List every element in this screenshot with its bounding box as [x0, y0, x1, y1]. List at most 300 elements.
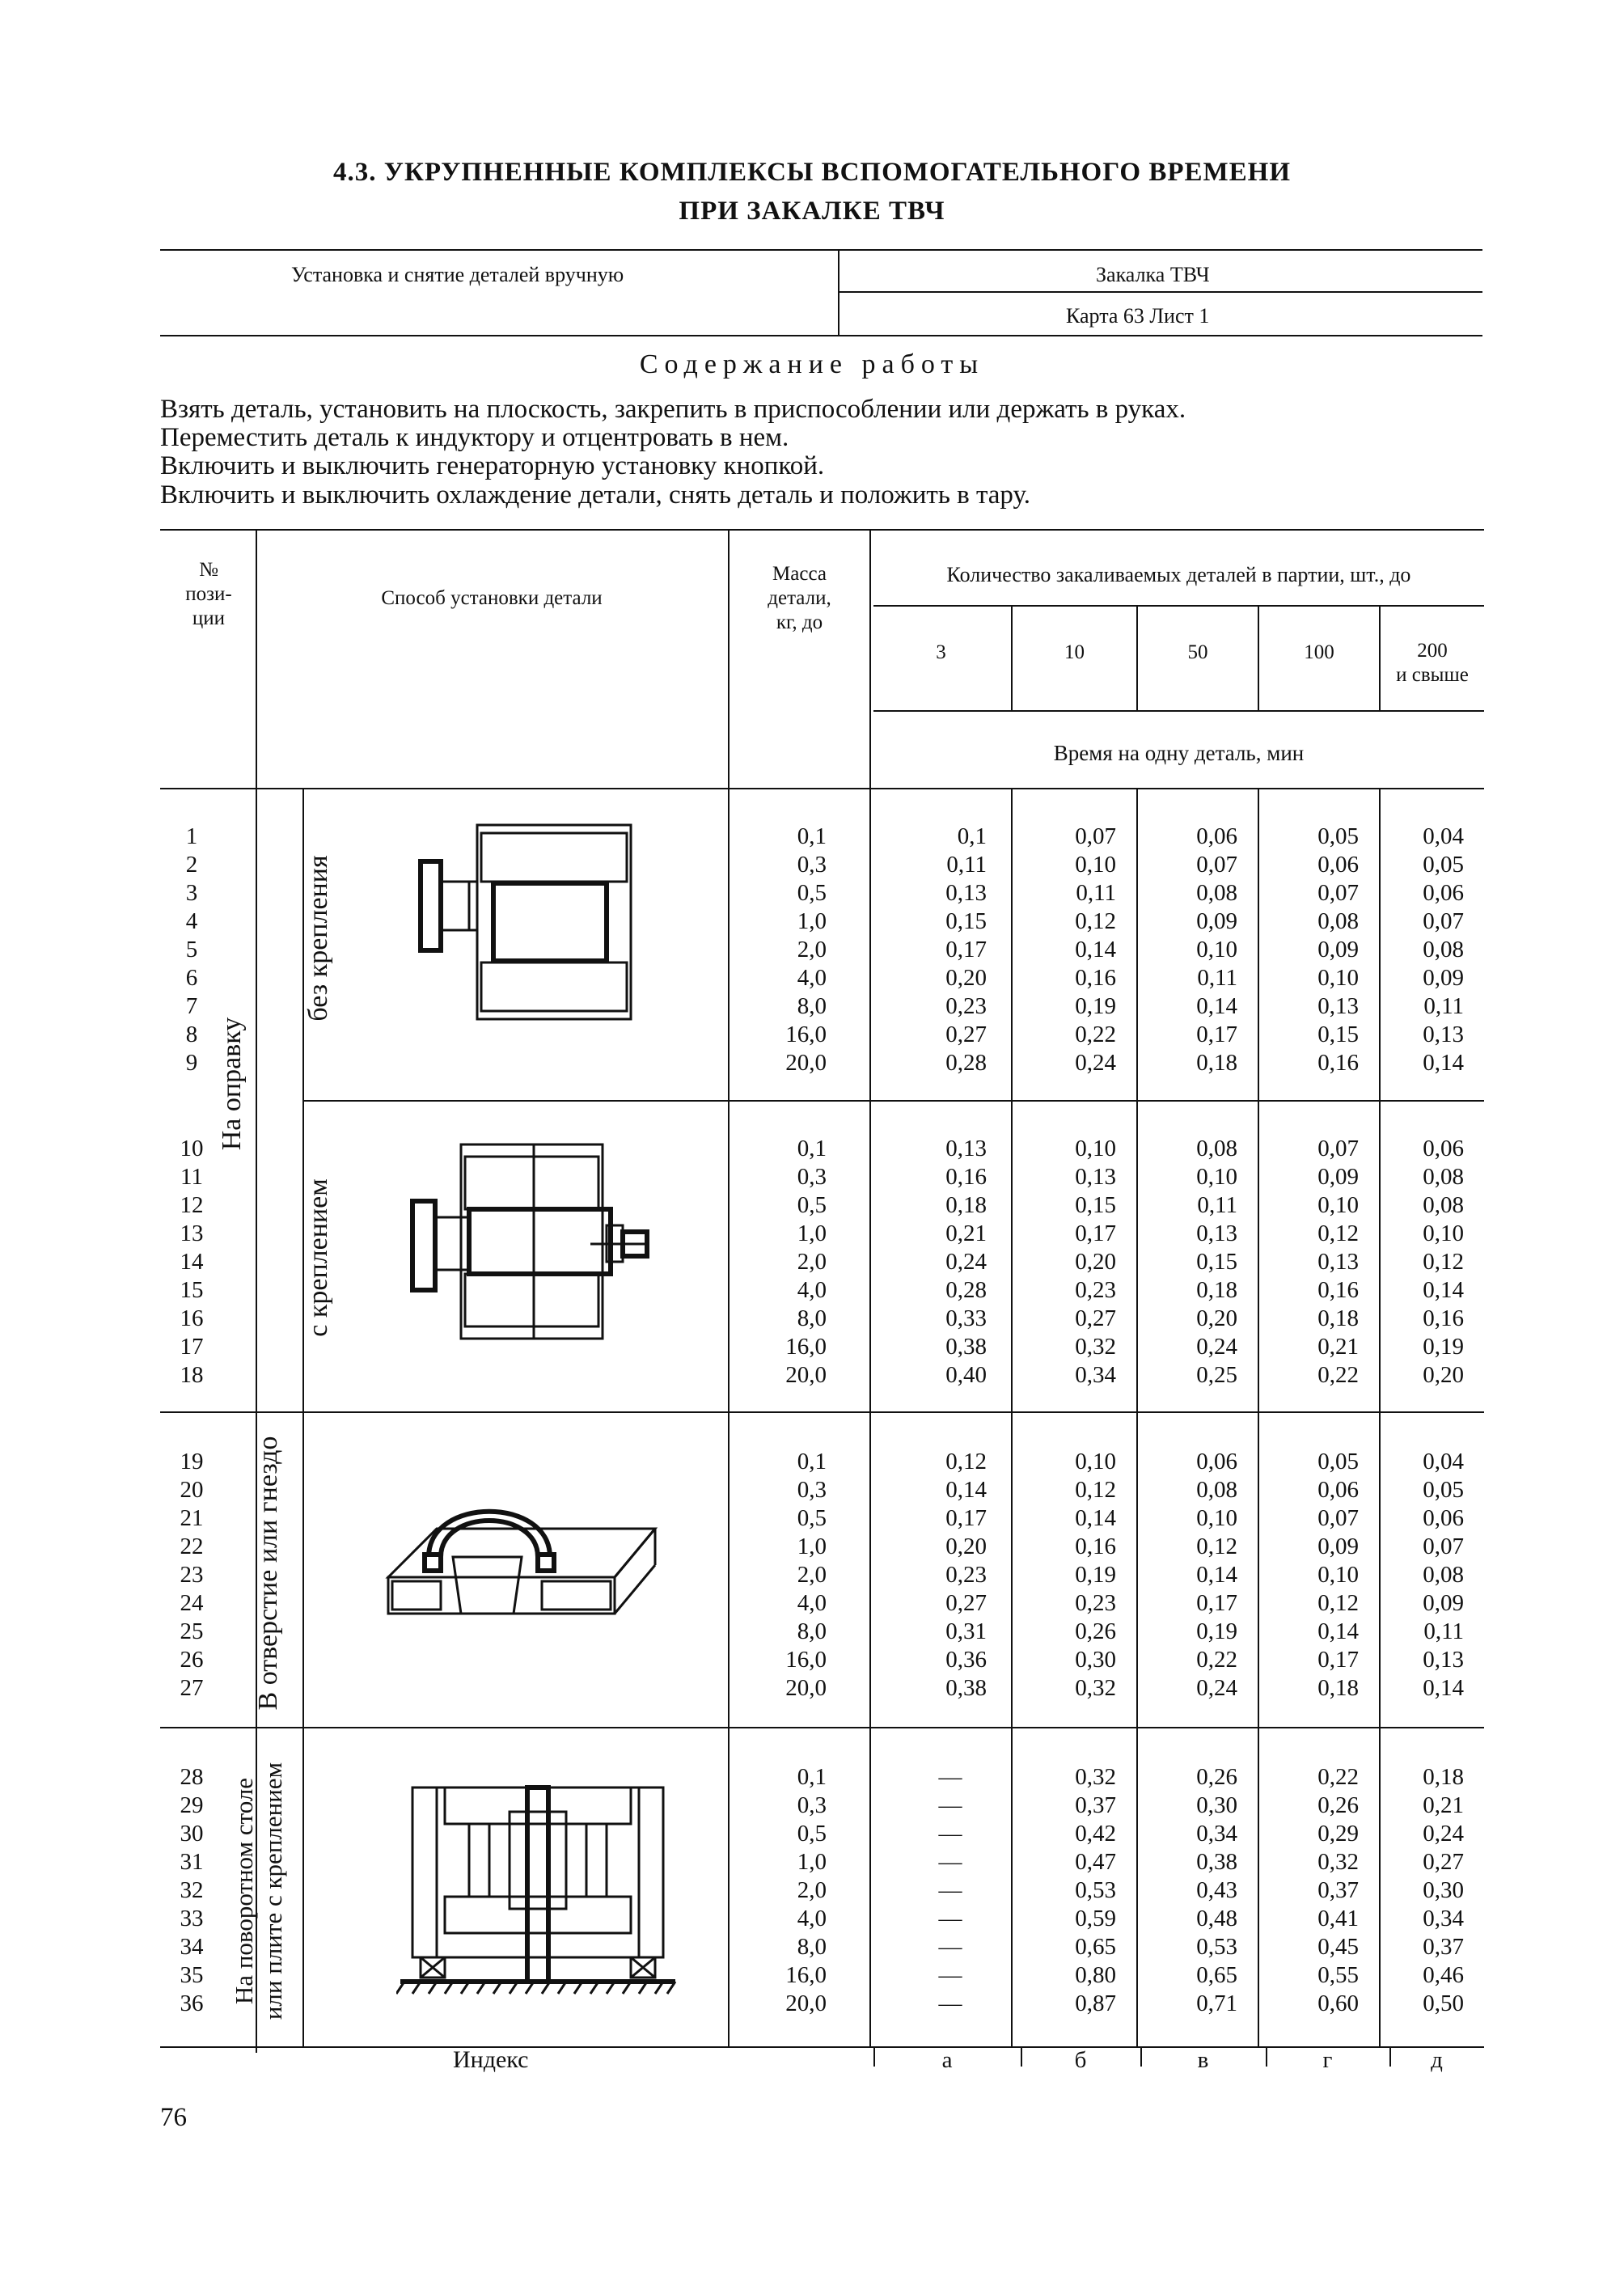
table-cell: 19 — [180, 1449, 204, 1474]
table-cell: 0,18 — [1317, 1305, 1359, 1331]
table-cell: — — [938, 1792, 962, 1818]
position-column — [160, 1763, 223, 2018]
table-cell: 0,71 — [1196, 1991, 1237, 2016]
table-cell: 0,3 — [797, 1477, 827, 1503]
table-cell: 7 — [185, 993, 198, 1019]
table-cell: 0,37 — [1317, 1877, 1359, 1903]
table-cell: — — [938, 1962, 962, 1988]
table-cell: 16,0 — [785, 1022, 827, 1047]
table-cell: 1,0 — [797, 1534, 827, 1559]
table-cell: 8,0 — [797, 993, 827, 1019]
time-column-200 — [1391, 1763, 1464, 2018]
table-cell: 22 — [180, 1534, 204, 1559]
table-cell: 0,27 — [945, 1022, 987, 1047]
table-cell: 4 — [185, 908, 198, 934]
col-header-position-line: пози- — [185, 583, 232, 605]
table-cell: 0,53 — [1075, 1877, 1116, 1903]
qty-col-100: 100 — [1304, 641, 1334, 663]
table-cell: 26 — [180, 1647, 204, 1673]
col-header-position — [162, 558, 256, 631]
table-cell: 8,0 — [797, 1305, 827, 1331]
table-cell: 0,1 — [797, 823, 827, 849]
table-cell: 0,30 — [1075, 1647, 1116, 1673]
table-cell: 0,14 — [1075, 937, 1116, 962]
col-rule-mass — [869, 529, 871, 2046]
table-cell: 0,10 — [1317, 1562, 1359, 1588]
table-cell: 0,80 — [1075, 1962, 1116, 1988]
table-cell: 0,05 — [1423, 852, 1464, 878]
table-cell: 0,07 — [1423, 908, 1464, 934]
table-cell: 0,20 — [1423, 1362, 1464, 1388]
table-cell: 2,0 — [797, 1249, 827, 1275]
table-cell: 0,18 — [1196, 1050, 1237, 1076]
table-cell: 32 — [180, 1877, 204, 1903]
card-sheet: Карта 63 Лист 1 — [1066, 304, 1210, 328]
table-cell: 0,19 — [1196, 1618, 1237, 1644]
card-top-rule — [160, 249, 1482, 251]
table-cell: 0,11 — [1423, 1618, 1464, 1644]
table-cell: 0,11 — [1423, 993, 1464, 1019]
table-cell: 0,13 — [1075, 1164, 1116, 1190]
table-cell: 0,04 — [1423, 823, 1464, 849]
table-cell: 0,1 — [797, 1136, 827, 1161]
table-cell: 5 — [185, 937, 198, 962]
table-cell: 0,14 — [1196, 1562, 1237, 1588]
table-cell: 0,17 — [1196, 1022, 1237, 1047]
table-cell: 0,17 — [945, 1505, 987, 1531]
col-rule-q1b — [1011, 788, 1013, 2046]
table-cell: 0,36 — [945, 1647, 987, 1673]
table-cell: 0,24 — [1196, 1334, 1237, 1360]
table-cell: 0,3 — [797, 1164, 827, 1190]
table-cell: 0,19 — [1423, 1334, 1464, 1360]
table-cell: 0,23 — [945, 1562, 987, 1588]
index-a: а — [941, 2047, 953, 2073]
time-column-100 — [1286, 823, 1359, 1077]
page-number: 76 — [160, 2103, 187, 2132]
table-cell: 0,14 — [945, 1477, 987, 1503]
table-cell: 0,3 — [797, 1792, 827, 1818]
table-cell: 0,1 — [797, 1764, 827, 1790]
table-cell: 0,42 — [1075, 1821, 1116, 1847]
index-d: д — [1431, 2047, 1443, 2073]
table-cell: 4,0 — [797, 1590, 827, 1616]
table-cell: 0,50 — [1423, 1991, 1464, 2016]
qty-col-200 — [1381, 639, 1484, 687]
table-cell: 0,08 — [1423, 1192, 1464, 1218]
table-cell: 0,32 — [1075, 1334, 1116, 1360]
table-cell: 11 — [180, 1164, 203, 1190]
table-cell: 0,17 — [1196, 1590, 1237, 1616]
table-cell: 0,08 — [1423, 1562, 1464, 1588]
card-bottom-rule — [160, 335, 1482, 336]
header-bottom-rule — [160, 788, 1484, 789]
table-cell: 20,0 — [785, 1362, 827, 1388]
table-cell: 16,0 — [785, 1334, 827, 1360]
time-column-100 — [1286, 1448, 1359, 1703]
table-cell: 4,0 — [797, 1277, 827, 1303]
col-header-mass-line: кг, до — [776, 611, 823, 633]
time-column-200 — [1391, 1448, 1464, 1703]
table-cell: — — [938, 1934, 962, 1960]
contents-line: Включить и выключить генераторную установку кнопкой. — [160, 451, 825, 480]
table-cell: 0,5 — [797, 1192, 827, 1218]
group-label-table-line: или плите с креплением — [259, 1762, 287, 2020]
table-cell: 0,41 — [1317, 1906, 1359, 1931]
position-column — [160, 1135, 223, 1390]
table-cell: 21 — [180, 1505, 204, 1531]
table-cell: 0,17 — [945, 937, 987, 962]
table-cell: 0,08 — [1196, 1477, 1237, 1503]
time-column-50 — [1165, 823, 1237, 1077]
table-cell: — — [938, 1877, 962, 1903]
col-header-position-line: № — [199, 559, 218, 581]
table-cell: 17 — [180, 1334, 204, 1360]
group-label-hole: В отверстие или гнездо — [253, 1436, 283, 1711]
table-cell: 10 — [180, 1136, 204, 1161]
mass-column — [730, 823, 827, 1077]
table-cell: 0,18 — [1196, 1277, 1237, 1303]
table-cell: — — [938, 1821, 962, 1847]
table-cell: 0,38 — [945, 1675, 987, 1701]
table-cell: 14 — [180, 1249, 204, 1275]
table-cell: 0,37 — [1423, 1934, 1464, 1960]
table-cell: 0,19 — [1075, 993, 1116, 1019]
table-cell: 0,09 — [1423, 965, 1464, 991]
table-cell: 0,10 — [1317, 965, 1359, 991]
table-cell: 0,48 — [1196, 1906, 1237, 1931]
table-cell: 0,33 — [945, 1305, 987, 1331]
table-cell: 16,0 — [785, 1647, 827, 1673]
table-cell: 0,5 — [797, 1821, 827, 1847]
page-title-line2: ПРИ ЗАКАЛКЕ ТВЧ — [679, 197, 945, 226]
time-column-3 — [914, 1135, 987, 1390]
table-cell: 0,45 — [1317, 1934, 1359, 1960]
time-column-50 — [1165, 1448, 1237, 1703]
group-label-mandrel: На оправку — [217, 1017, 247, 1151]
table-cell: 0,5 — [797, 1505, 827, 1531]
table-cell: 16,0 — [785, 1962, 827, 1988]
table-cell: 0,65 — [1196, 1962, 1237, 1988]
table-cell: 16 — [180, 1305, 204, 1331]
table-cell: 30 — [180, 1821, 204, 1847]
table-cell: 0,08 — [1317, 908, 1359, 934]
qty-col-10: 10 — [1064, 641, 1085, 663]
index-label: Индекс — [453, 2046, 529, 2073]
table-cell: 0,13 — [1423, 1022, 1464, 1047]
table-cell: 0,06 — [1423, 1505, 1464, 1531]
table-cell: 0,04 — [1423, 1449, 1464, 1474]
col-header-mass — [730, 562, 869, 635]
table-cell: — — [938, 1906, 962, 1931]
table-cell: 0,27 — [1423, 1849, 1464, 1875]
table-cell: 0,24 — [1423, 1821, 1464, 1847]
page-title-line1: 4.3. УКРУПНЕННЫЕ КОМПЛЕКСЫ ВСПОМОГАТЕЛЬНОГО ВРЕМЕНИ — [332, 158, 1291, 187]
mass-column — [730, 1135, 827, 1390]
table-cell: 0,28 — [945, 1277, 987, 1303]
table-cell: 0,22 — [1317, 1764, 1359, 1790]
table-cell: 8 — [185, 1022, 198, 1047]
table-cell: — — [938, 1764, 962, 1790]
table-cell: 1,0 — [797, 908, 827, 934]
table-cell: 0,59 — [1075, 1906, 1116, 1931]
table-cell: 0,06 — [1196, 823, 1237, 849]
table-cell: 36 — [180, 1991, 204, 2016]
contents-line: Переместить деталь к индуктору и отцентровать в нем. — [160, 423, 789, 452]
table-cell: 0,06 — [1423, 1136, 1464, 1161]
table-cell: 0,20 — [1196, 1305, 1237, 1331]
table-cell: 0,25 — [1196, 1362, 1237, 1388]
table-cell: 0,08 — [1423, 937, 1464, 962]
table-cell: 29 — [180, 1792, 204, 1818]
contents-line: Взять деталь, установить на плоскость, закрепить в приспособлении или держать в руках. — [160, 395, 1186, 424]
table-cell: 0,05 — [1317, 1449, 1359, 1474]
table-cell: 0,3 — [797, 852, 827, 878]
table-cell: 20 — [180, 1477, 204, 1503]
table-cell: 0,15 — [945, 908, 987, 934]
table-cell: 0,16 — [945, 1164, 987, 1190]
table-cell: 0,23 — [945, 993, 987, 1019]
table-cell: 9 — [185, 1050, 198, 1076]
table-cell: 0,1 — [797, 1449, 827, 1474]
table-cell: 0,38 — [1196, 1849, 1237, 1875]
table-cell: 0,26 — [1196, 1764, 1237, 1790]
group-rule-3 — [160, 1727, 1484, 1728]
table-cell: 0,15 — [1075, 1192, 1116, 1218]
table-cell: 0,15 — [1317, 1022, 1359, 1047]
table-cell: 0,22 — [1075, 1022, 1116, 1047]
table-cell: 0,23 — [1075, 1590, 1116, 1616]
table-cell: 0,08 — [1423, 1164, 1464, 1190]
time-column-10 — [1043, 1135, 1116, 1390]
table-cell: — — [938, 1849, 962, 1875]
table-cell: 0,06 — [1317, 852, 1359, 878]
table-cell: 0,24 — [945, 1249, 987, 1275]
table-cell: 0,20 — [945, 965, 987, 991]
table-cell: 0,07 — [1196, 852, 1237, 878]
table-cell: 0,60 — [1317, 1991, 1359, 2016]
mass-column — [730, 1448, 827, 1703]
table-cell: 20,0 — [785, 1675, 827, 1701]
qty-rule — [873, 605, 1484, 607]
time-column-100 — [1286, 1135, 1359, 1390]
position-column — [160, 1448, 223, 1703]
table-cell: 3 — [185, 880, 198, 906]
table-cell: 18 — [180, 1362, 204, 1388]
table-cell: 0,20 — [1075, 1249, 1116, 1275]
card-mid-rule — [838, 291, 1482, 293]
group-label-table — [230, 1729, 291, 2053]
time-column-10 — [1043, 1763, 1116, 2018]
qty-col-200-line: 200 — [1417, 640, 1448, 662]
table-cell: 0,53 — [1196, 1934, 1237, 1960]
table-cell: 0,14 — [1423, 1675, 1464, 1701]
table-cell: 1,0 — [797, 1849, 827, 1875]
table-cell: 0,12 — [945, 1449, 987, 1474]
table-cell: 0,40 — [945, 1362, 987, 1388]
table-cell: 0,12 — [1423, 1249, 1464, 1275]
table-cell: 0,26 — [1317, 1792, 1359, 1818]
table-cell: 0,27 — [1075, 1305, 1116, 1331]
table-cell: 33 — [180, 1906, 204, 1931]
table-cell: 0,87 — [1075, 1991, 1116, 2016]
table-cell: 0,32 — [1075, 1764, 1116, 1790]
table-cell: 0,15 — [1196, 1249, 1237, 1275]
table-cell: 0,22 — [1317, 1362, 1359, 1388]
table-cell: 0,26 — [1075, 1618, 1116, 1644]
table-cell: 0,07 — [1317, 880, 1359, 906]
table-cell: 0,12 — [1075, 908, 1116, 934]
time-column-50 — [1165, 1135, 1237, 1390]
table-cell: 0,09 — [1196, 908, 1237, 934]
table-cell: 2,0 — [797, 1877, 827, 1903]
time-column-3 — [914, 1763, 987, 2018]
time-column-10 — [1043, 1448, 1116, 1703]
table-cell: 0,16 — [1317, 1277, 1359, 1303]
table-cell: 0,18 — [945, 1192, 987, 1218]
table-cell: 0,10 — [1423, 1221, 1464, 1246]
table-cell: 0,11 — [946, 852, 987, 878]
table-cell: 24 — [180, 1590, 204, 1616]
table-cell: 0,23 — [1075, 1277, 1116, 1303]
group-rule-2 — [160, 1411, 1484, 1413]
table-cell: 25 — [180, 1618, 204, 1644]
table-cell: 0,14 — [1196, 993, 1237, 1019]
contents-heading: Содержание работы — [639, 349, 985, 379]
time-column-50 — [1165, 1763, 1237, 2018]
card-divider — [838, 249, 839, 336]
table-cell: 0,09 — [1317, 1534, 1359, 1559]
table-cell: 1,0 — [797, 1221, 827, 1246]
time-column-200 — [1391, 823, 1464, 1077]
table-cell: 0,08 — [1196, 880, 1237, 906]
table-cell: 0,31 — [945, 1618, 987, 1644]
table-cell: 0,37 — [1075, 1792, 1116, 1818]
table-cell: 0,28 — [945, 1050, 987, 1076]
col-header-position-line: ции — [192, 607, 226, 629]
time-column-10 — [1043, 823, 1116, 1077]
table-cell: 0,24 — [1075, 1050, 1116, 1076]
contents-line: Включить и выключить охлаждение детали, снять деталь и положить в тару. — [160, 480, 1030, 510]
table-cell: 0,65 — [1075, 1934, 1116, 1960]
table-cell: 2 — [185, 852, 198, 878]
table-cell: 0,13 — [1196, 1221, 1237, 1246]
table-cell: 0,16 — [1423, 1305, 1464, 1331]
table-cell: 0,19 — [1075, 1562, 1116, 1588]
table-top-rule — [160, 529, 1484, 531]
table-cell: 0,06 — [1423, 880, 1464, 906]
table-cell: 1 — [185, 823, 198, 849]
col-rule-q2b — [1136, 788, 1138, 2046]
table-cell: 0,14 — [1423, 1050, 1464, 1076]
mass-column — [730, 1763, 827, 2018]
table-cell: 0,12 — [1317, 1221, 1359, 1246]
table-cell: 0,09 — [1317, 1164, 1359, 1190]
table-cell: 0,06 — [1317, 1477, 1359, 1503]
table-cell: 0,14 — [1075, 1505, 1116, 1531]
table-cell: 20,0 — [785, 1050, 827, 1076]
table-cell: 0,09 — [1423, 1590, 1464, 1616]
table-cell: 0,11 — [1076, 880, 1116, 906]
table-cell: 15 — [180, 1277, 204, 1303]
table-cell: 0,09 — [1317, 937, 1359, 962]
index-v: в — [1197, 2047, 1209, 2073]
qty-col-3: 3 — [936, 641, 946, 663]
table-cell: 0,34 — [1075, 1362, 1116, 1388]
table-cell: 0,32 — [1317, 1849, 1359, 1875]
mandrel-clamp-drawing — [404, 1136, 663, 1347]
group-rule-1 — [302, 1100, 1484, 1102]
table-cell: 0,13 — [945, 880, 987, 906]
hole-socket-drawing — [380, 1480, 663, 1658]
group-sublabel-clamp: с креплением — [303, 1178, 333, 1337]
group-sublabel-no-clamp: без крепления — [303, 855, 333, 1022]
table-cell: 4,0 — [797, 1906, 827, 1931]
time-header: Время на одну деталь, мин — [1053, 741, 1305, 765]
table-cell: 28 — [180, 1764, 204, 1790]
table-cell: 0,08 — [1196, 1136, 1237, 1161]
table-cell: 0,20 — [945, 1534, 987, 1559]
table-cell: 0,14 — [1423, 1277, 1464, 1303]
index-g: г — [1322, 2047, 1333, 2073]
table-cell: 0,1 — [957, 823, 987, 849]
table-cell: 0,55 — [1317, 1962, 1359, 1988]
table-cell: 0,5 — [797, 880, 827, 906]
table-cell: 6 — [185, 965, 198, 991]
table-cell: 0,11 — [1197, 1192, 1237, 1218]
table-cell: 0,21 — [1423, 1792, 1464, 1818]
table-cell: 0,21 — [1317, 1334, 1359, 1360]
time-column-3 — [914, 823, 987, 1077]
table-cell: 0,13 — [1423, 1647, 1464, 1673]
table-cell: 0,17 — [1075, 1221, 1116, 1246]
table-cell: 4,0 — [797, 965, 827, 991]
index-b: б — [1074, 2047, 1087, 2073]
table-cell: 0,16 — [1075, 965, 1116, 991]
table-cell: 0,27 — [945, 1590, 987, 1616]
qty-header: Количество закаливаемых деталей в партии, шт., до — [946, 563, 1411, 586]
table-cell: 0,10 — [1196, 937, 1237, 962]
table-cell: 8,0 — [797, 1934, 827, 1960]
table-cell: 0,43 — [1196, 1877, 1237, 1903]
table-cell: 0,07 — [1423, 1534, 1464, 1559]
table-cell: 0,10 — [1075, 852, 1116, 878]
table-cell: 0,13 — [1317, 993, 1359, 1019]
table-cell: 0,12 — [1317, 1590, 1359, 1616]
table-cell: 0,29 — [1317, 1821, 1359, 1847]
col-header-method: Способ установки детали — [381, 587, 603, 609]
table-cell: 0,11 — [1197, 965, 1237, 991]
table-cell: 0,30 — [1423, 1877, 1464, 1903]
table-cell: 0,12 — [1075, 1477, 1116, 1503]
table-cell: 0,18 — [1423, 1764, 1464, 1790]
table-cell: 0,05 — [1423, 1477, 1464, 1503]
table-cell: 0,12 — [1196, 1534, 1237, 1559]
table-cell: 23 — [180, 1562, 204, 1588]
card-operation: Закалка ТВЧ — [1096, 263, 1210, 286]
table-cell: 0,24 — [1196, 1675, 1237, 1701]
table-cell: 0,34 — [1196, 1821, 1237, 1847]
table-cell: 8,0 — [797, 1618, 827, 1644]
table-cell: 2,0 — [797, 1562, 827, 1588]
table-cell: 0,10 — [1196, 1505, 1237, 1531]
table-cell: 0,46 — [1423, 1962, 1464, 1988]
table-cell: 0,32 — [1075, 1675, 1116, 1701]
table-cell: 0,47 — [1075, 1849, 1116, 1875]
table-cell: 0,10 — [1075, 1449, 1116, 1474]
time-column-3 — [914, 1448, 987, 1703]
table-cell: 0,18 — [1317, 1675, 1359, 1701]
